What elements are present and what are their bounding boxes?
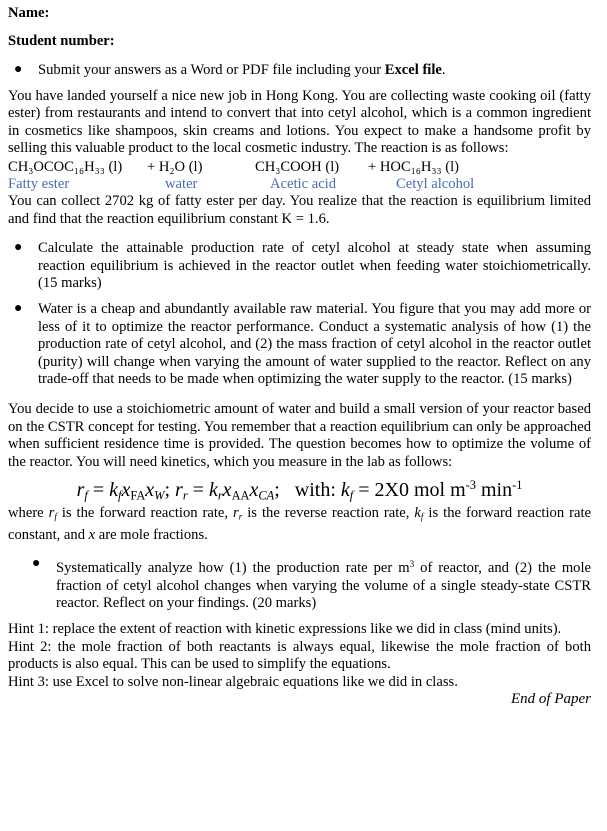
acetic-acid-formula: CH₃COOH (l) bbox=[255, 158, 340, 175]
end-of-paper: End of Paper bbox=[511, 691, 591, 708]
hint-1: Hint 1: replace the extent of reaction with kinetic expressions like we did in class (mind units). bbox=[8, 620, 562, 637]
submit-instruction: ● Submit your answers as a Word or PDF file including your Excel file. bbox=[14, 62, 446, 78]
question-3: ● Systematically analyze how (1) the production rate per $m^3$ of reactor, and (2) the mole fraction of cetyl alcohol changes when varying the volume of a single steady-state CSTR reactor. Reflect on your findings. (20 marks) bbox=[32, 556, 592, 612]
name-label: Name: bbox=[8, 5, 50, 21]
student-number-label: Student number: bbox=[8, 33, 115, 49]
acetic-acid-name: Acetic acid bbox=[270, 175, 337, 192]
water-name: water bbox=[165, 175, 198, 192]
hint-3: Hint 3: use Excel to solve non-linear algebraic equations like we did in class. bbox=[8, 673, 458, 690]
bullet-icon: ● bbox=[14, 300, 23, 316]
fatty-ester-formula: CH₃OCOC₁₆H₃₃ (l) bbox=[8, 158, 123, 175]
question-1: ● Calculate the attainable production rate of cetyl alcohol at steady state when assuming reaction equilibrium is achieved in the reactor outlet when feeding water stoichiometrically. (15 marks) bbox=[14, 240, 591, 292]
fatty-ester-name: Fatty ester bbox=[8, 175, 70, 192]
hint-2: Hint 2: the mole fraction of both reactants is always equal, likewise the mole fraction of both products is also equal. This can be used to simplify the equations. bbox=[8, 638, 591, 673]
where-paragraph: where $r_f$ is the forward reaction rate, $r_r$ is the reverse reaction rate, $k_f$ is the forward reaction rate constant, and x are mole fractions. bbox=[8, 505, 591, 543]
excel-file-emphasis: Excel file bbox=[384, 62, 442, 78]
kf-value: = 2X0 mol m bbox=[358, 479, 466, 502]
bullet-icon: ● bbox=[14, 62, 23, 77]
collect-paragraph: You can collect 2702 kg of fatty ester per day. You realize that the reaction is equilibrium limited and find that the reaction equilibrium constant K = 1.6. bbox=[8, 192, 591, 227]
bullet-icon: ● bbox=[14, 240, 23, 256]
cetyl-alcohol-name: Cetyl alcohol bbox=[396, 175, 475, 192]
exam-page bbox=[8, 4, 591, 709]
question-2: ● Water is a cheap and abundantly available raw material. You figure that you may add more or less of it to optimize the reactor performance. Conduct a systematic analysis of how (1) the production rate of cetyl alcohol, and (2) the mass fraction of cetyl alcohol in the reactor outlet (purity) will change when varying the amount of water supplied to the reactor. Reflect on any trade-off that needs to be made when optimizing the water supply to the reactor. (15 marks) bbox=[14, 300, 591, 388]
water-formula: + H₂O (l) bbox=[147, 158, 203, 175]
cstr-paragraph: You decide to use a stoichiometric amount of water and build a small version of your reactor based on the CSTR concept for testing. You remember that a reaction equilibrium can only be approached when sufficient residence time is provided. The question becomes how to optimize the volume of the reactor. You will need kinetics, which you measure in the lab as follows: bbox=[8, 400, 591, 470]
with-label: with: bbox=[294, 479, 336, 502]
reaction-equation bbox=[8, 158, 591, 193]
cetyl-alcohol-formula: + HOC₁₆H₃₃ (l) bbox=[368, 158, 460, 175]
intro-paragraph: You have landed yourself a nice new job in Hong Kong. You are collecting waste cooking oil (fatty ester) from restaurants and intend to convert that into cetyl alcohol, which is a common ingredient in cosmetics like shampoos, skin creams and lotions. You expect to make a handsome profit by selling this valuable product to the local cosmetic industry. The reaction is as follows: bbox=[8, 87, 591, 157]
min-unit: min bbox=[480, 479, 513, 502]
kinetics-equation: $r_f = k_fx_{FA}x_W$; $r_r = k_rx_{AA}x_{CA}$; with: $k_f = 2X0$ mol $m^{-3}$ $\min^{-1}$ bbox=[76, 478, 523, 503]
bullet-icon: ● bbox=[32, 556, 41, 572]
